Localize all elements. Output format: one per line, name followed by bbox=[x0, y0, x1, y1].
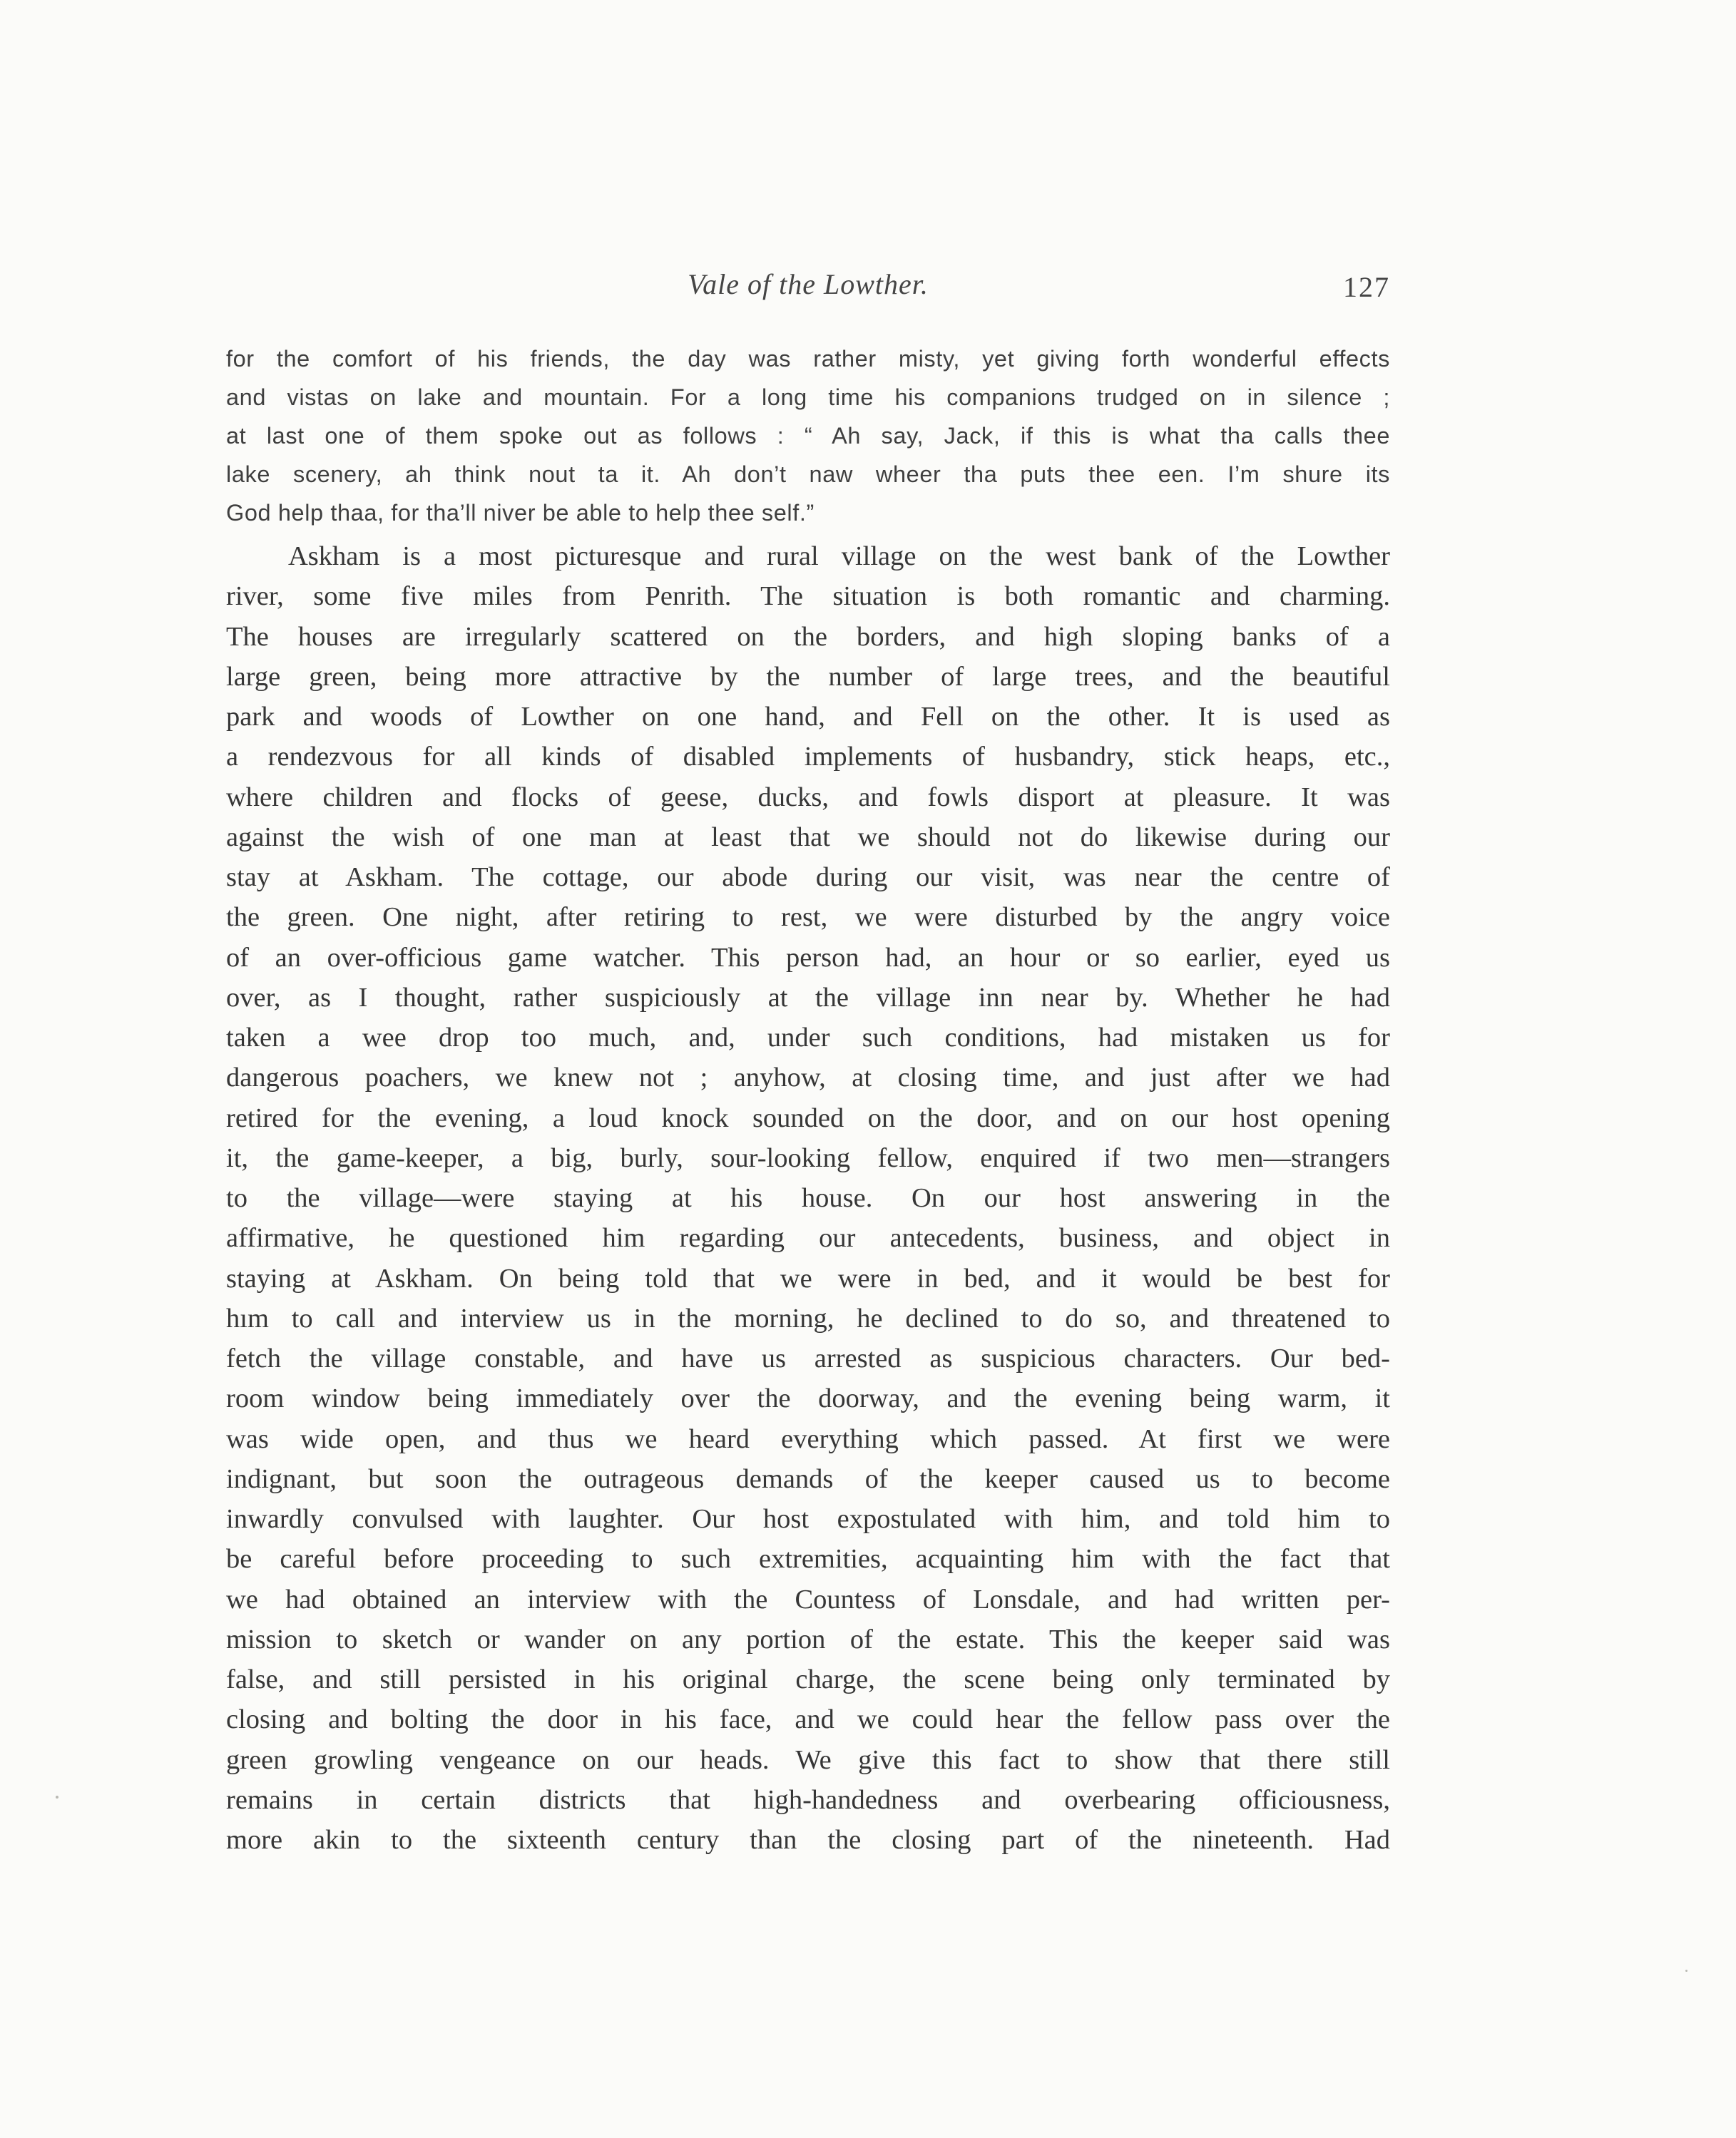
text-line: be careful before proceeding to such extremities, acquainting him with the fact that bbox=[226, 1544, 1390, 1575]
text-line: lake scenery, ah think nout ta it. Ah don’t naw wheer tha puts thee een. I’m shure its bbox=[226, 461, 1390, 487]
paper-speck bbox=[56, 1796, 58, 1799]
text-line: indignant, but soon the outrageous demands of the keeper caused us to become bbox=[226, 1463, 1390, 1494]
quote-paragraph bbox=[226, 339, 1390, 532]
text-line: stay at Askham. The cottage, our abode during our visit, was near the centre of bbox=[226, 862, 1390, 892]
text-line: large green, being more attractive by the number of large trees, and the beautiful bbox=[226, 661, 1390, 692]
page-header bbox=[226, 267, 1390, 317]
text-line: inwardly convulsed with laughter. Our host expostulated with him, and told him to bbox=[226, 1504, 1390, 1534]
text-line: dangerous poachers, we knew not ; anyhow, at closing time, and just after we had bbox=[226, 1063, 1390, 1093]
text-line: it, the game-keeper, a big, burly, sour-looking fellow, enquired if two men—strangers bbox=[226, 1142, 1390, 1173]
text-line: against the wish of one man at least that we should not do likewise during our bbox=[226, 822, 1390, 852]
text-line: The houses are irregularly scattered on the borders, and high sloping banks of a bbox=[226, 621, 1390, 652]
text-line: more akin to the sixteenth century than the closing part of the nineteenth. Had bbox=[226, 1825, 1390, 1855]
text-line: and vistas on lake and mountain. For a long time his companions trudged on in silence ; bbox=[226, 384, 1390, 410]
text-line: hım to call and interview us in the morning, he declined to do so, and threatened to bbox=[226, 1303, 1390, 1334]
text-line: we had obtained an interview with the Countess of Lonsdale, and had written per- bbox=[226, 1584, 1390, 1615]
text-line: affirmative, he questioned him regarding our antecedents, business, and object in bbox=[226, 1223, 1390, 1254]
text-line: at last one of them spoke out as follows : “ Ah say, Jack, if this is what tha calls thee bbox=[226, 423, 1390, 449]
text-line: Askham is a most picturesque and rural village on the west bank of the Lowther bbox=[288, 541, 1390, 571]
text-line: fetch the village constable, and have us arrested as suspicious characters. Our bed- bbox=[226, 1344, 1390, 1374]
text-line: remains in certain districts that high-handedness and overbearing officiousness, bbox=[226, 1784, 1390, 1815]
text-line: mission to sketch or wander on any portion of the estate. This the keeper said was bbox=[226, 1624, 1390, 1654]
text-line: closing and bolting the door in his face, and we could hear the fellow pass over the bbox=[226, 1704, 1390, 1735]
text-line: to the village—were staying at his house. On our host answering in the bbox=[226, 1183, 1390, 1213]
text-line: river, some five miles from Penrith. The situation is both romantic and charming. bbox=[226, 581, 1390, 612]
text-line: over, as I thought, rather suspiciously at the village inn near by. Whether he had bbox=[226, 982, 1390, 1013]
text-line: green growling vengeance on our heads. We give this fact to show that there still bbox=[226, 1744, 1390, 1775]
text-line: false, and still persisted in his original charge, the scene being only terminated by bbox=[226, 1664, 1390, 1694]
page-number: 127 bbox=[1343, 271, 1390, 303]
main-paragraph bbox=[226, 536, 1390, 1860]
text-line: staying at Askham. On being told that we were in bed, and it would be best for bbox=[226, 1263, 1390, 1294]
running-title: Vale of the Lowther. bbox=[688, 268, 929, 300]
text-line: where children and flocks of geese, ducks, and fowls disport at pleasure. It was bbox=[226, 782, 1390, 812]
text-line: room window being immediately over the doorway, and the evening being warm, it bbox=[226, 1383, 1390, 1414]
text-line: a rendezvous for all kinds of disabled implements of husbandry, stick heaps, etc., bbox=[226, 742, 1390, 772]
text-line: the green. One night, after retiring to rest, we were disturbed by the angry voice bbox=[226, 902, 1390, 933]
text-line: of an over-officious game watcher. This person had, an hour or so earlier, eyed us bbox=[226, 942, 1390, 973]
text-line: was wide open, and thus we heard everything which passed. At first we were bbox=[226, 1423, 1390, 1454]
text-line: retired for the evening, a loud knock sounded on the door, and on our host opening bbox=[226, 1103, 1390, 1133]
paper-speck bbox=[1685, 1970, 1688, 1972]
text-line: park and woods of Lowther on one hand, and Fell on the other. It is used as bbox=[226, 702, 1390, 732]
text-line: God help thaa, for tha’ll niver be able to help thee self.” bbox=[226, 500, 815, 526]
text-line: for the comfort of his friends, the day was rather misty, yet giving forth wonderful effects bbox=[226, 346, 1390, 372]
text-line: taken a wee drop too much, and, under such conditions, had mistaken us for bbox=[226, 1023, 1390, 1053]
